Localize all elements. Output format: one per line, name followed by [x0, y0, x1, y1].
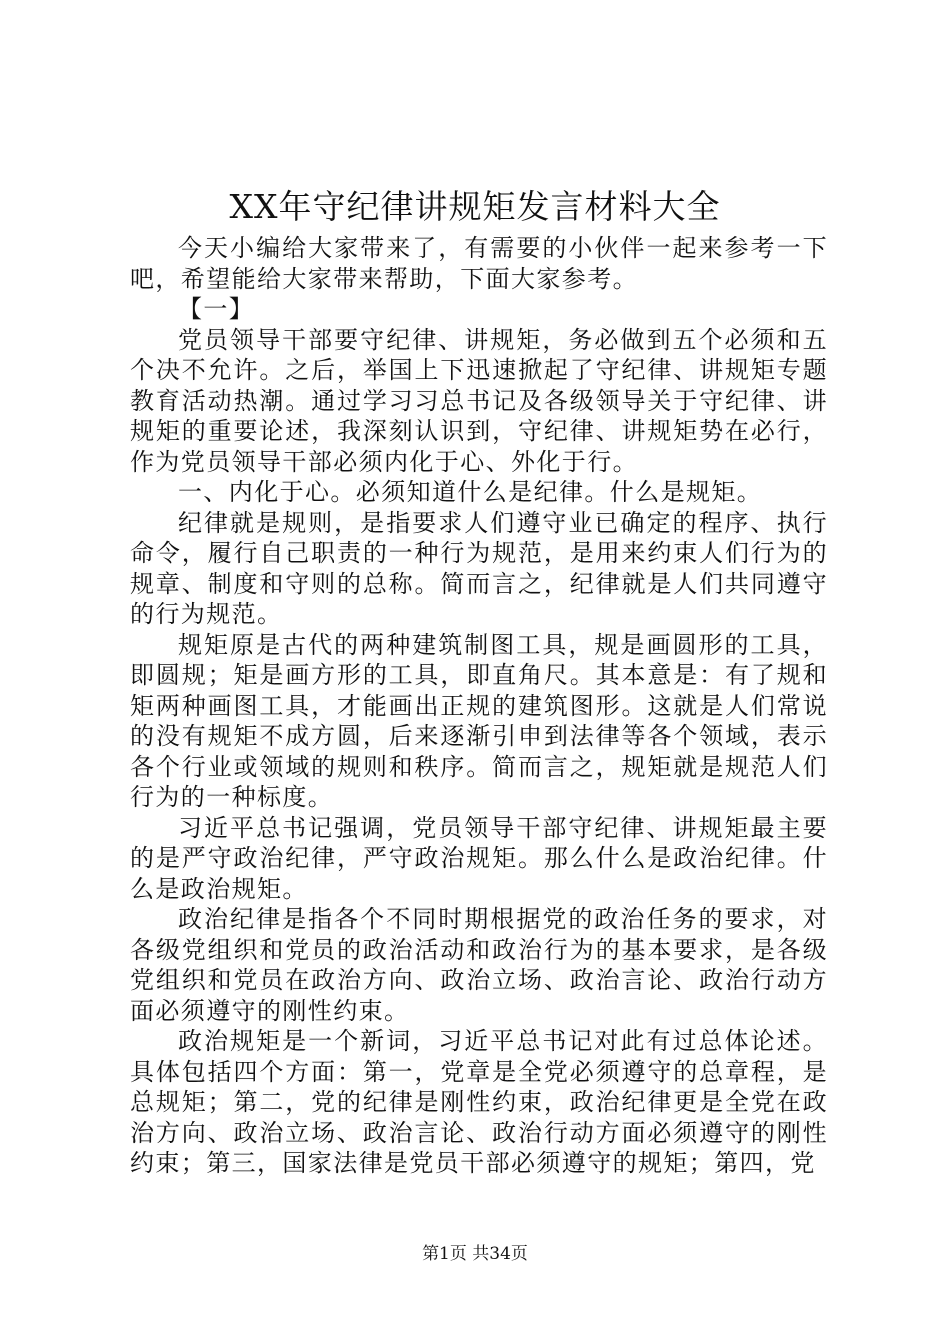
- page-number-footer: 第1页 共34页: [422, 1244, 528, 1264]
- section-heading: 一、内化于心。必须知道什么是纪律。什么是规矩。: [178, 478, 763, 506]
- paragraph-intro: 今天小编给大家带来了，有需要的小伙伴一起来参考一下吧，希望能给大家带来帮助，下面大家参考。: [130, 234, 828, 293]
- section-marker: 【一】: [178, 295, 255, 323]
- paragraph: 规矩原是古代的两种建筑制图工具，规是画圆形的工具，即圆规；矩是画方形的工具，即直角尺。其本意是：有了规和矩两种画图工具，才能画出正规的建筑图形。这就是人们常说的没有规矩不成方圆，后来逐渐引申到法律等各个领域，表示各个行业或领域的规则和秩序。简而言之，规矩就是规范人们行为的一种标度。: [130, 630, 828, 811]
- paragraph: 政治纪律是指各个不同时期根据党的政治任务的要求，对各级党组织和党员的政治活动和政治行为的基本要求，是各级党组织和党员在政治方向、政治立场、政治言论、政治行动方面必须遵守的刚性约束。: [130, 905, 828, 1025]
- document-body: [130, 233, 828, 1179]
- document-title: XX年守纪律讲规矩发言材料大全: [229, 187, 721, 226]
- paragraph: 党员领导干部要守纪律、讲规矩，务必做到五个必须和五个决不允许。之后，举国上下迅速掀起了守纪律、讲规矩专题教育活动热潮。通过学习习总书记及各级领导关于守纪律、讲规矩的重要论述，我深刻认识到，守纪律、讲规矩势在必行，作为党员领导干部必须内化于心、外化于行。: [130, 325, 828, 476]
- paragraph: 习近平总书记强调，党员领导干部守纪律、讲规矩最主要的是严守政治纪律，严守政治规矩。那么什么是政治纪律。什么是政治规矩。: [130, 813, 828, 903]
- paragraph: 政治规矩是一个新词，习近平总书记对此有过总体论述。具体包括四个方面：第一，党章是全党必须遵守的总章程，是总规矩；第二，党的纪律是刚性约束，政治纪律更是全党在政治方向、政治立场、政治言论、政治行动方面必须遵守的刚性约束；第三，国家法律是党员干部必须遵守的规矩；第四，党: [130, 1027, 828, 1177]
- paragraph: 纪律就是规则，是指要求人们遵守业已确定的程序、执行命令，履行自己职责的一种行为规范，是用来约束人们行为的规章、制度和守则的总称。简而言之，纪律就是人们共同遵守的行为规范。: [130, 508, 828, 628]
